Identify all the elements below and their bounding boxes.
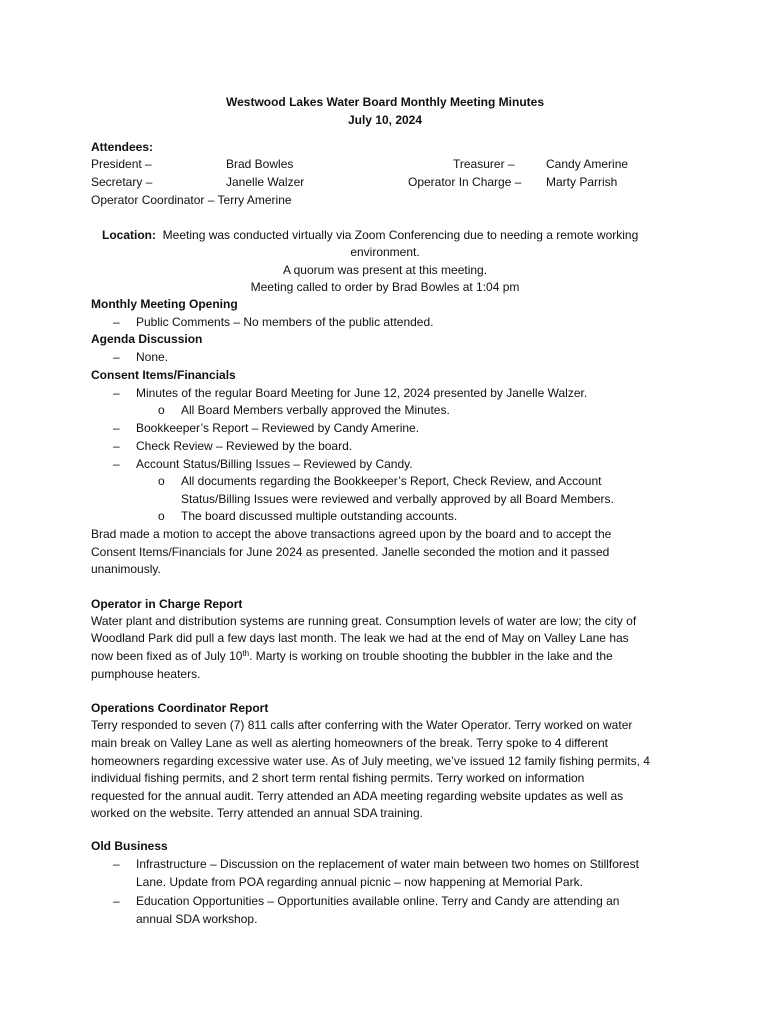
consent-heading: Consent Items/Financials <box>91 368 236 382</box>
secretary-role: Secretary – <box>91 175 153 189</box>
operator-report-text: pumphouse heaters. <box>91 667 201 681</box>
bullet-circle: o <box>158 403 165 417</box>
location-line <box>102 227 638 245</box>
old-business-infrastructure: Infrastructure – Discussion on the replacement of water main between two homes on Stillforest <box>136 857 639 871</box>
coordinator-report-heading: Operations Coordinator Report <box>91 701 269 715</box>
old-business-education-cont: annual SDA workshop. <box>136 912 258 926</box>
motion-text: Brad made a motion to accept the above transactions agreed upon by the board and to accept the <box>91 527 612 541</box>
bullet-dash: – <box>113 386 120 400</box>
location-text-cont: environment. <box>350 245 420 259</box>
president-role: President – <box>91 157 152 171</box>
consent-item-account: Account Status/Billing Issues – Reviewed by Candy. <box>136 457 413 471</box>
call-to-order-text: Meeting called to order by Brad Bowles at 1:04 pm <box>250 280 520 294</box>
treasurer-name: Candy Amerine <box>546 157 629 171</box>
document-title: Westwood Lakes Water Board Monthly Meeting Minutes <box>225 95 545 109</box>
bullet-dash: – <box>113 439 120 453</box>
consent-item-minutes: Minutes of the regular Board Meeting for June 12, 2024 presented by Janelle Walzer. <box>136 386 588 400</box>
consent-subitem-approved: All Board Members verbally approved the Minutes. <box>181 403 450 417</box>
secretary-name: Janelle Walzer <box>226 175 305 189</box>
document-date: July 10, 2024 <box>347 113 423 127</box>
bullet-dash: – <box>113 894 120 908</box>
consent-item-check: Check Review – Reviewed by the board. <box>136 439 353 453</box>
motion-text: Consent Items/Financials for June 2024 as presented. Janelle seconded the motion and it passed <box>91 545 610 559</box>
old-business-heading: Old Business <box>91 839 168 853</box>
coordinator-report-text: individual fishing permits, and 2 short term rental fishing permits. Terry worked on information <box>91 771 585 785</box>
bullet-dash: – <box>113 421 120 435</box>
coordinator-line: Operator Coordinator – Terry Amerine <box>91 193 292 207</box>
bullet-dash: – <box>113 350 120 364</box>
attendees-heading: Attendees: <box>91 140 154 154</box>
coordinator-report-text: requested for the annual audit. Terry attended an ADA meeting regarding website updates as well as <box>91 789 624 803</box>
operator-report-text <box>91 648 613 666</box>
location-label: Location: <box>102 228 156 242</box>
motion-text: unanimously. <box>91 562 161 576</box>
consent-item-bookkeeper: Bookkeeper’s Report – Reviewed by Candy Amerine. <box>136 421 420 435</box>
agenda-item: None. <box>136 350 169 364</box>
bullet-circle: o <box>158 509 165 523</box>
consent-subitem-documents-cont: Status/Billing Issues were reviewed and verbally approved by all Board Members. <box>181 492 614 506</box>
coordinator-report-text: homeowners regarding excessive water use. As of July meeting, we’ve issued 12 family fishing permits, 4 <box>91 754 650 768</box>
operator-report-text-pre: now been fixed as of July 10 <box>91 649 243 663</box>
operator-role: Operator In Charge – <box>408 175 522 189</box>
location-text: Meeting was conducted virtually via Zoom Conferencing due to needing a remote working <box>162 228 639 242</box>
bullet-circle: o <box>158 474 165 488</box>
old-business-education: Education Opportunities – Opportunities available online. Terry and Candy are attending an <box>136 894 620 908</box>
consent-subitem-documents: All documents regarding the Bookkeeper’s Report, Check Review, and Account <box>181 474 602 488</box>
treasurer-role: Treasurer – <box>453 157 515 171</box>
opening-heading: Monthly Meeting Opening <box>91 297 238 311</box>
bullet-dash: – <box>113 315 120 329</box>
operator-name: Marty Parrish <box>546 175 618 189</box>
ordinal-suffix: th <box>242 649 250 658</box>
coordinator-report-text: worked on the website. Terry attended an annual SDA training. <box>91 806 423 820</box>
coordinator-report-text: main break on Valley Lane as well as alerting homeowners of the break. Terry spoke to 4 different <box>91 736 608 750</box>
quorum-text: A quorum was present at this meeting. <box>282 263 488 277</box>
old-business-infrastructure-cont: Lane. Update from POA regarding annual picnic – now happening at Memorial Park. <box>136 875 583 889</box>
bullet-dash: – <box>113 457 120 471</box>
president-name: Brad Bowles <box>226 157 294 171</box>
operator-report-heading: Operator in Charge Report <box>91 597 243 611</box>
bullet-dash: – <box>113 857 120 871</box>
agenda-heading: Agenda Discussion <box>91 332 203 346</box>
coordinator-report-text: Terry responded to seven (7) 811 calls after conferring with the Water Operator. Terry worked on water <box>91 718 633 732</box>
operator-report-text: Woodland Park did pull a few days last month. The leak we had at the end of May on Valley Lane has <box>91 631 629 645</box>
operator-report-text: Water plant and distribution systems are running great. Consumption levels of water are low; the city of <box>91 614 637 628</box>
consent-subitem-outstanding: The board discussed multiple outstanding accounts. <box>181 509 458 523</box>
operator-report-text-post: . Marty is working on trouble shooting the bubbler in the lake and the <box>249 649 613 663</box>
opening-item: Public Comments – No members of the public attended. <box>136 315 434 329</box>
